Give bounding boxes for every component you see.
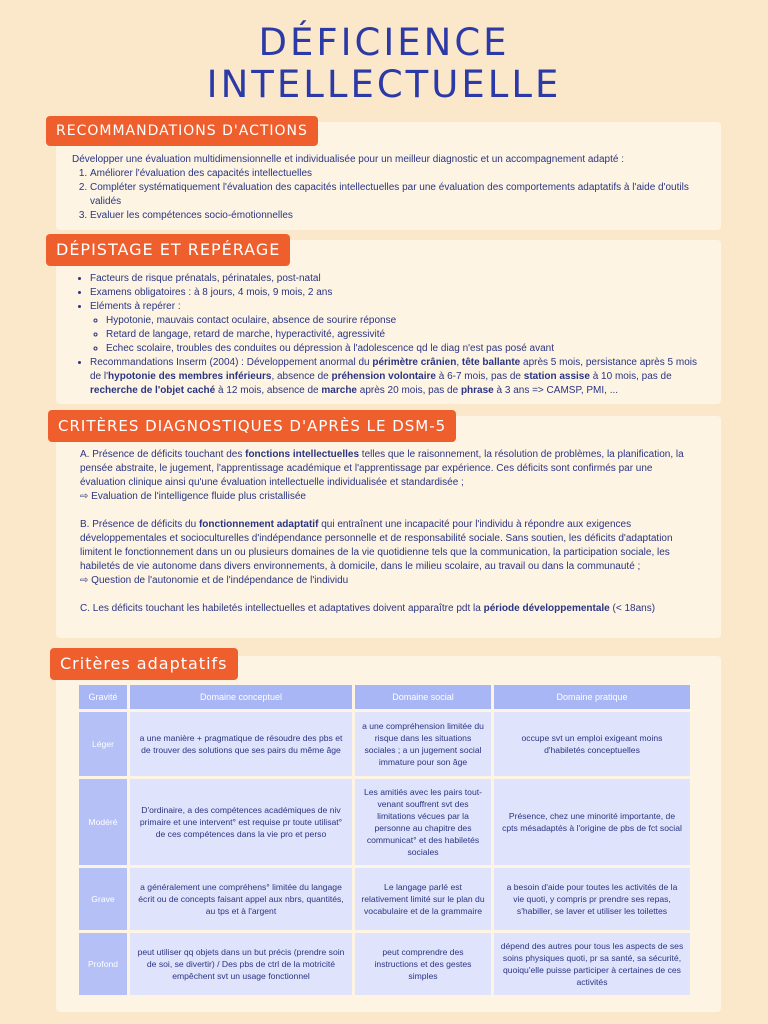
list-item: 3. Evaluer les compétences socio-émotionnelles (90, 209, 692, 223)
cell-pratique: dépend des autres pour tous les aspects de ses soins physiques quoti, pr sa santé, sa sécurité, quoiqu'elle puisse participer à certaines de ces activités (494, 933, 690, 995)
list-item: 2. Compléter systématiquement l'évaluation des capacités intellectuelles par une évaluation des comportements adaptatifs à l'aide d'outils validés (90, 181, 692, 209)
recommandations-body (72, 153, 692, 223)
cell-social: a une compréhension limitée du risque dans les situations sociales ; a un jugement social immature pour son âge (355, 712, 491, 776)
depistage-list (72, 272, 697, 398)
cell-pratique: Présence, chez une minorité importante, de cpts mésadaptés à l'origine de pbs de fct social (494, 779, 690, 865)
cell-gravite: Profond (79, 933, 127, 995)
cell-gravite: Grave (79, 868, 127, 930)
cell-gravite: Léger (79, 712, 127, 776)
list-item: 1. Améliorer l'évaluation des capacités intellectuelles (90, 167, 692, 181)
cell-social: Le langage parlé est relativement limité sur le plan du vocabulaire et de la grammaire (355, 868, 491, 930)
cell-pratique: occupe svt un emploi exigeant moins d'habiletés conceptuelles (494, 712, 690, 776)
column-header: Domaine conceptuel (130, 685, 352, 709)
list-item: • Examens obligatoires : à 8 jours, 4 mois, 9 mois, 2 ans (90, 286, 697, 300)
elements-sublist (90, 314, 697, 356)
list-item: ◦ Retard de langage, retard de marche, hyperactivité, agressivité (106, 328, 697, 342)
table-row (79, 933, 690, 995)
table-row (79, 712, 690, 776)
depistage-heading: DÉPISTAGE ET REPÉRAGE (46, 234, 290, 266)
cell-conceptuel: D'ordinaire, a des compétences académiques de niv primaire et une intervent° est requise pr toute utilisat° de ces compétences dans la vie pro et perso (130, 779, 352, 865)
critere-b: B. Présence de déficits du fonctionnement adaptatif qui entraînent une incapacité pour l'individu à répondre aux exigences développementales et socioculturelles d'indépendance personnelle et de responsabilité sociale. Sans soutien, les déficits d'adaptation limitent le fonctionnement dans un ou plusieurs domaines de la vie quotidienne tels que la communication, la participation sociale, les habiletés de vie autonome dans divers environnements, à domicile, dans le milieu scolaire, au travail ou dans la communauté ; ⇨ Question de l'autonomie et de l'indépendance de l'individu (80, 519, 673, 586)
list-item: ◦ Echec scolaire, troubles des conduites ou dépression à l'adolescence qd le diag n'est pas posé avant (106, 342, 697, 356)
cell-social: Les amitiés avec les pairs tout-venant souffrent svt des limitations vécues par la personne au chapitre des communicat° et des habiletés sociales (355, 779, 491, 865)
cell-conceptuel: peut utiliser qq objets dans un but précis (prendre soin de soi, se divertir) / Des pbs de ctrl de la motricité empêchent svt un usage fonctionnel (130, 933, 352, 995)
list-item: • Facteurs de risque prénatals, périnatales, post-natal (90, 272, 697, 286)
criteres-dsm-body (80, 448, 692, 616)
recommandations-list (72, 167, 692, 223)
elements-label: Eléments à repérer : (90, 301, 181, 312)
critere-c: C. Les déficits touchant les habiletés intellectuelles et adaptatives doivent apparaître pdt la période développementale (< 18ans) (80, 603, 656, 614)
critere-a: A. Présence de déficits touchant des fonctions intellectuelles telles que le raisonnement, la résolution de problèmes, la planification, la pensée abstraite, le jugement, l'apprentissage académique et l'apprentissage par expérience. Ces déficits sont confirmés par une évaluation clinique ainsi qu'une évaluation intellectuelle individualisée et standardisée ; ⇨ Evaluation de l'intelligence fluide plus cristallisée (80, 449, 684, 502)
cell-pratique: a besoin d'aide pour toutes les activités de la vie quoti, y compris pr prendre ses repas, s'habiller, se laver et utiliser les toilettes (494, 868, 690, 930)
list-item (90, 300, 697, 356)
arrow-icon: ⇨ (80, 575, 89, 586)
depistage-body (72, 272, 697, 398)
list-item: ◦ Hypotonie, mauvais contact oculaire, absence de sourire réponse (106, 314, 697, 328)
recommandations-heading: RECOMMANDATIONS D'ACTIONS (46, 116, 318, 146)
title-line-1: DÉFICIENCE (258, 21, 510, 64)
table-row (79, 868, 690, 930)
table-row (79, 779, 690, 865)
criteres-adaptatifs-heading: Critères adaptatifs (50, 648, 238, 680)
column-header: Domaine pratique (494, 685, 690, 709)
cell-conceptuel: a généralement une compréhens° limitée du langage écrit ou de concepts faisant appel aux nbrs, quantités, au tps et à l'argent (130, 868, 352, 930)
criteres-dsm-heading: CRITÈRES DIAGNOSTIQUES D'APRÈS LE DSM-5 (48, 410, 456, 442)
list-item-inserm: • Recommandations Inserm (2004) : Développement anormal du périmètre crânien, tête ballante après 5 mois, persistance après 5 mois de l'hypotonie des membres inférieurs, absence de préhension volontaire à 6-7 mois, pas de station assise à 10 mois, pas de recherche de l'objet caché à 12 mois, absence de marche après 20 mois, pas de phrase à 3 ans => CAMSP, PMI, ... (90, 356, 697, 398)
criteres-adaptatifs-table (76, 682, 693, 998)
arrow-icon: ⇨ (80, 491, 89, 502)
cell-social: peut comprendre des instructions et des gestes simples (355, 933, 491, 995)
title-line-2: INTELLECTUELLE (206, 63, 562, 106)
cell-conceptuel: a une manière + pragmatique de résoudre des pbs et de trouver des solutions que ses pairs du même âge (130, 712, 352, 776)
column-header: Gravité (79, 685, 127, 709)
page-title (0, 22, 768, 106)
recommandations-intro: Développer une évaluation multidimensionnelle et individualisée pour un meilleur diagnostic et un accompagnement adapté : (72, 154, 625, 165)
cell-gravite: Modéré (79, 779, 127, 865)
table-header-row (79, 685, 690, 709)
column-header: Domaine social (355, 685, 491, 709)
